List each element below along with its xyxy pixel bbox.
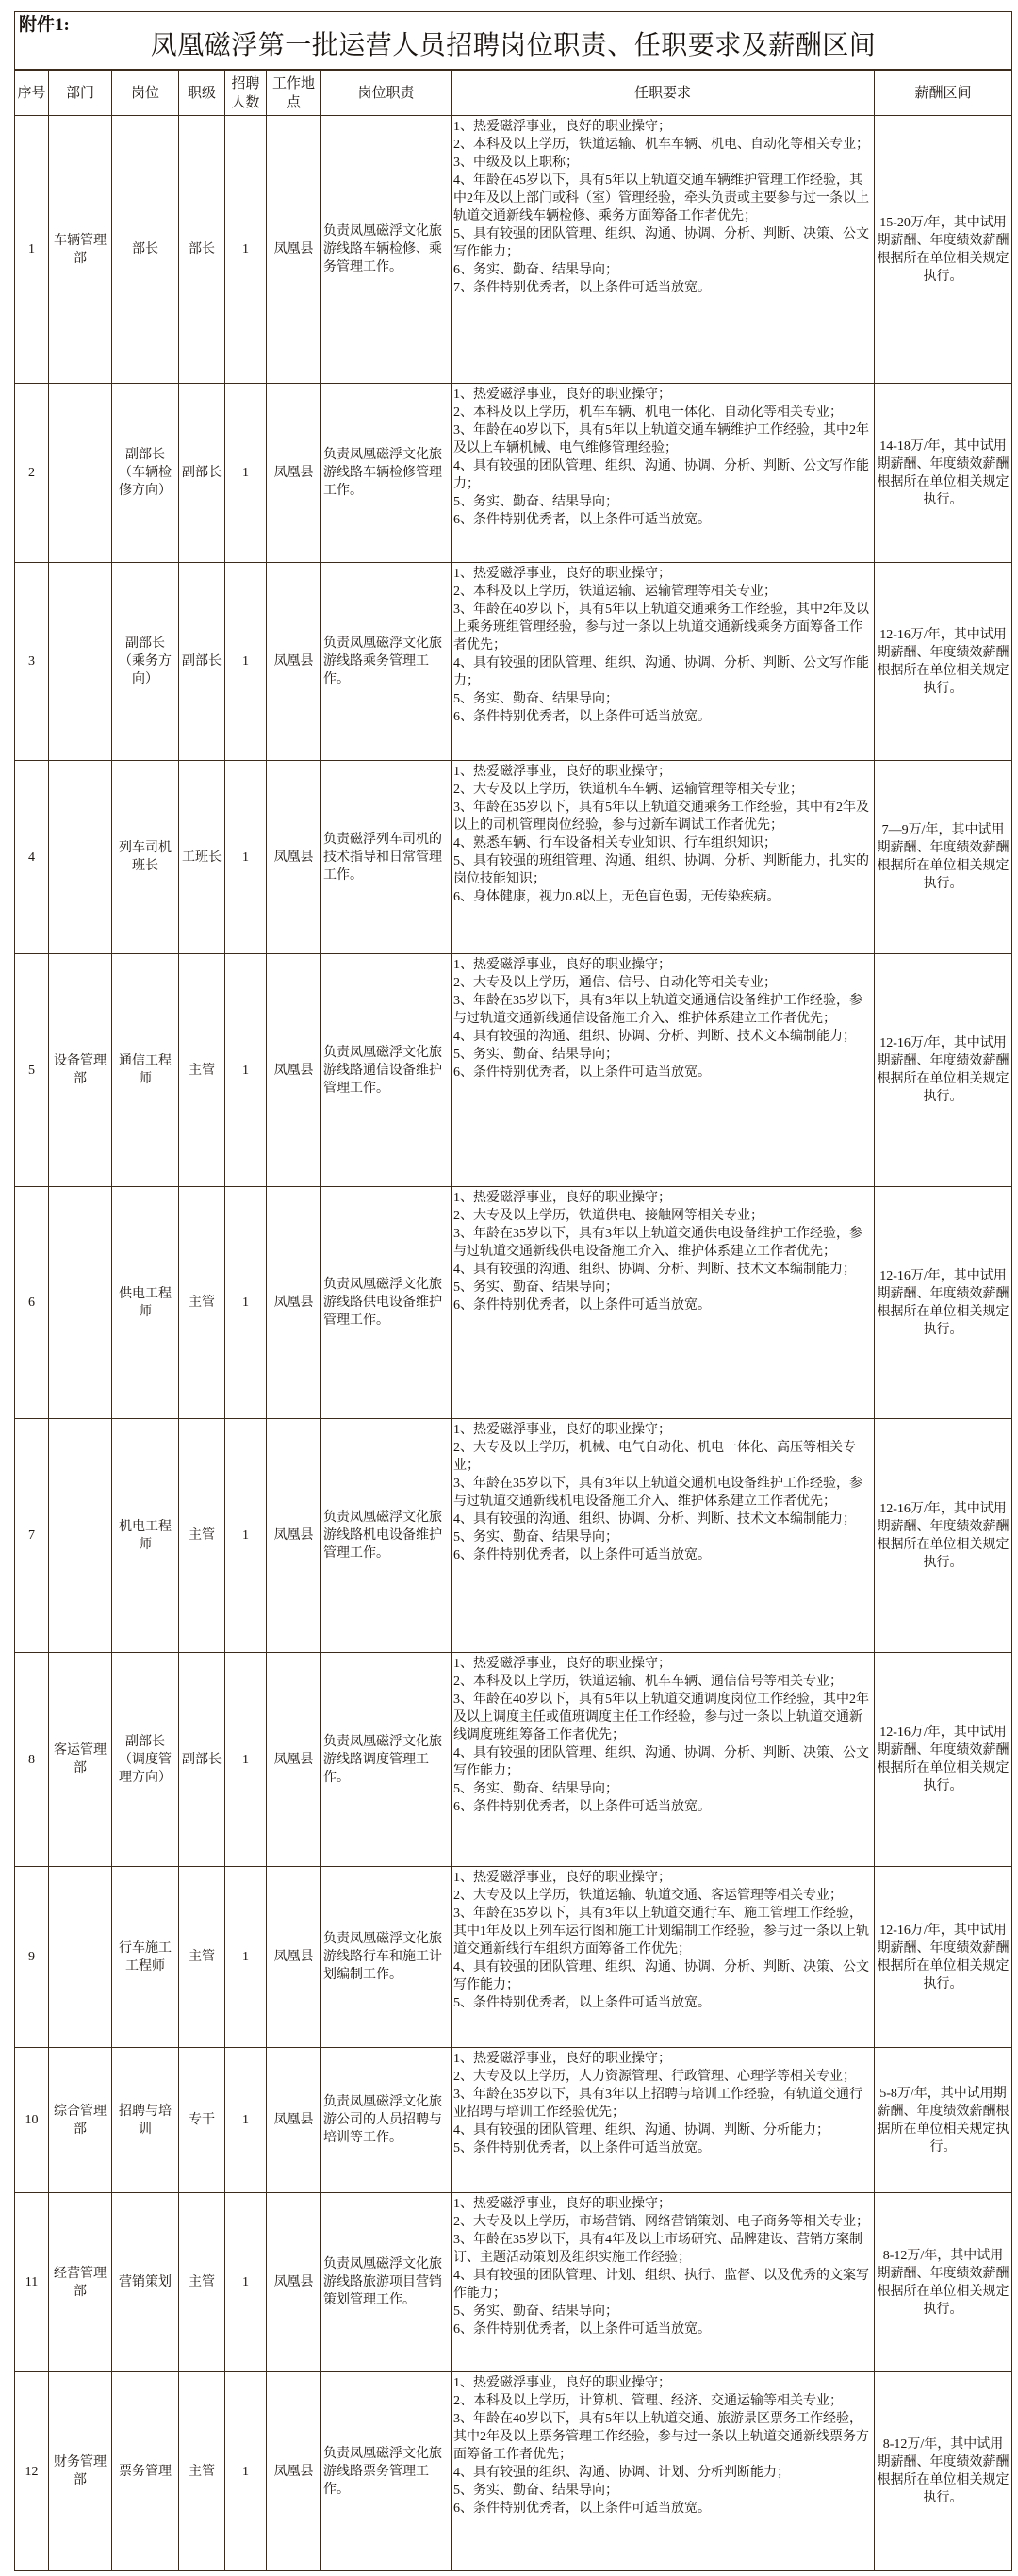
requirements xyxy=(452,1187,875,1419)
job-duty: 负责凤凰磁浮文化旅游线路车辆检修、乘务管理工作。 xyxy=(321,116,452,384)
requirement-item: 4、年龄在45岁以下，具有5年以上轨道交通车辆维护管理工作经验，其中2年及以上部门或科（室）管理经验，牵头负责或主要参与过一条以上轨道交通新线车辆检修、乘务方面筹备工作者优先； xyxy=(453,173,869,223)
job-duty: 负责凤凰磁浮文化旅游线路乘务管理工作。 xyxy=(321,563,452,761)
row-number: 7 xyxy=(15,1419,49,1653)
position: 招聘与培训 xyxy=(112,2048,179,2193)
requirement-item: 6、条件特别优秀者，以上条件可适当放宽。 xyxy=(453,2502,711,2516)
department: 车辆管理部 xyxy=(49,116,112,384)
requirement-item: 1、热爱磁浮事业，良好的职业操守； xyxy=(453,765,671,779)
requirement-item: 3、年龄在40岁以下，具有5年以上轨道交通车辆维护工作经验，其中2年及以上车辆机械、电气维修管理经验； xyxy=(453,423,869,455)
job-level: 部长 xyxy=(179,116,225,384)
salary-range: 12-16万/年，其中试用期薪酬、年度绩效薪酬根据所在单位相关规定执行。 xyxy=(875,1187,1012,1419)
requirement-item: 2、大专及以上学历，铁道供电、接触网等相关专业； xyxy=(453,1209,764,1223)
header-no: 序号 xyxy=(15,70,49,116)
requirement-item: 1、热爱磁浮事业，良好的职业操守； xyxy=(453,1191,671,1205)
position: 机电工程师 xyxy=(112,1419,179,1653)
requirement-item: 6、条件特别优秀者，以上条件可适当放宽。 xyxy=(453,1548,711,1562)
requirements xyxy=(452,2193,875,2372)
work-location: 凤凰县 xyxy=(267,1653,321,1867)
table-row xyxy=(15,563,1012,761)
requirement-item: 4、具有较强的团队管理、组织、沟通、协调、判断、分析能力； xyxy=(453,2123,829,2138)
department xyxy=(49,1187,112,1419)
requirement-item: 5、条件特别优秀者，以上条件可适当放宽。 xyxy=(453,1996,711,2010)
requirement-item: 5、务实、勤奋、结果导向； xyxy=(453,2304,618,2319)
headcount: 1 xyxy=(225,2372,267,2571)
requirement-item: 4、具有较强的团队管理、计划、组织、执行、监督、以及优秀的文案写作能力； xyxy=(453,2269,869,2301)
position: 部长 xyxy=(112,116,179,384)
job-level: 主管 xyxy=(179,2372,225,2571)
requirement-item: 3、年龄在40岁以下，具有5年以上轨道交通乘务工作经验，其中2年及以上乘务班组管理经验，参与过一条以上轨道交通新线乘务方面筹备工作者优先； xyxy=(453,603,869,652)
header-requirements: 任职要求 xyxy=(452,70,875,116)
department xyxy=(49,1419,112,1653)
requirement-item: 1、热爱磁浮事业，良好的职业操守； xyxy=(453,1657,671,1671)
requirement-item: 6、条件特别优秀者，以上条件可适当放宽。 xyxy=(453,1298,711,1313)
job-level: 副部长 xyxy=(179,1653,225,1867)
header-location: 工作地点 xyxy=(267,70,321,116)
table-row xyxy=(15,2372,1012,2571)
department: 设备管理部 xyxy=(49,954,112,1187)
requirements xyxy=(452,2048,875,2193)
requirement-item: 3、年龄在40岁以下，具有5年以上轨道交通、旅游景区票务工作经验，其中2年及以上票务管理工作经验，参与过一条以上轨道交通新线票务方面筹备工作者优先； xyxy=(453,2412,869,2462)
salary-range: 8-12万/年，其中试用期薪酬、年度绩效薪酬根据所在单位相关规定执行。 xyxy=(875,2193,1012,2372)
salary-range: 8-12万/年，其中试用期薪酬、年度绩效薪酬根据所在单位相关规定执行。 xyxy=(875,2372,1012,2571)
requirement-item: 6、条件特别优秀者，以上条件可适当放宽。 xyxy=(453,1065,711,1080)
job-level: 主管 xyxy=(179,1867,225,2048)
work-location: 凤凰县 xyxy=(267,761,321,954)
requirement-item: 2、本科及以上学历，铁道运输、机车车辆、机电、自动化等相关专业； xyxy=(453,138,869,152)
position: 副部长（调度管理方向） xyxy=(112,1653,179,1867)
headcount: 1 xyxy=(225,761,267,954)
salary-range: 12-16万/年，其中试用期薪酬、年度绩效薪酬根据所在单位相关规定执行。 xyxy=(875,1419,1012,1653)
job-level: 主管 xyxy=(179,954,225,1187)
requirement-item: 3、年龄在35岁以下，具有5年以上轨道交通乘务工作经验，其中有2年及以上的司机管理岗位经验，参与过新车调试工作者优先； xyxy=(453,801,869,833)
requirement-item: 3、年龄在35岁以下，具有3年以上轨道交通机电设备维护工作经验，参与过轨道交通新线机电设备施工介入、维护体系建立工作者优先； xyxy=(453,1477,862,1509)
job-duty: 负责凤凰磁浮文化旅游线路行车和施工计划编制工作。 xyxy=(321,1867,452,2048)
headcount: 1 xyxy=(225,2193,267,2372)
requirements xyxy=(452,1653,875,1867)
requirement-item: 5、务实、勤奋、结果导向； xyxy=(453,692,618,706)
requirement-item: 5、务实、勤奋、结果导向； xyxy=(453,1048,618,1062)
department xyxy=(49,761,112,954)
row-number: 12 xyxy=(15,2372,49,2571)
job-duty: 负责凤凰磁浮文化旅游线路票务管理工作。 xyxy=(321,2372,452,2571)
work-location: 凤凰县 xyxy=(267,2372,321,2571)
table-row xyxy=(15,384,1012,563)
requirement-item: 3、年龄在35岁以下，具有3年以上招聘与培训工作经验，有轨道交通行业招聘与培训工作经验优先； xyxy=(453,2088,862,2120)
position: 行车施工工程师 xyxy=(112,1867,179,2048)
salary-range: 7—9万/年，其中试用期薪酬、年度绩效薪酬根据所在单位相关规定执行。 xyxy=(875,761,1012,954)
requirement-item: 1、热爱磁浮事业，良好的职业操守； xyxy=(453,2376,671,2390)
header-row xyxy=(15,70,1012,116)
requirement-item: 2、大专及以上学历，铁道机车车辆、运输管理等相关专业； xyxy=(453,783,803,797)
position: 供电工程师 xyxy=(112,1187,179,1419)
requirement-item: 5、条件特别优秀者，以上条件可适当放宽。 xyxy=(453,2141,711,2155)
requirement-item: 2、大专及以上学历，机械、电气自动化、机电一体化、高压等相关专业； xyxy=(453,1441,856,1473)
headcount: 1 xyxy=(225,2048,267,2193)
row-number: 4 xyxy=(15,761,49,954)
table-body xyxy=(15,116,1012,2571)
row-number: 8 xyxy=(15,1653,49,1867)
headcount: 1 xyxy=(225,1653,267,1867)
requirements xyxy=(452,761,875,954)
salary-range: 15-20万/年，其中试用期薪酬、年度绩效薪酬根据所在单位相关规定执行。 xyxy=(875,116,1012,384)
job-level: 主管 xyxy=(179,2193,225,2372)
table-row xyxy=(15,954,1012,1187)
requirement-item: 2、大专及以上学历，铁道运输、轨道交通、客运管理等相关专业； xyxy=(453,1889,843,1903)
requirement-item: 4、具有较强的沟通、组织、协调、分析、判断、技术文本编制能力； xyxy=(453,1512,856,1527)
recruitment-sheet xyxy=(14,11,1011,2571)
table-row xyxy=(15,761,1012,954)
requirement-item: 2、本科及以上学历，机车车辆、机电一体化、自动化等相关专业； xyxy=(453,405,843,420)
requirements xyxy=(452,2372,875,2571)
requirements xyxy=(452,1867,875,2048)
department: 客运管理部 xyxy=(49,1653,112,1867)
work-location: 凤凰县 xyxy=(267,384,321,563)
requirement-item: 4、具有较强的团队管理、组织、沟通、协调、分析、判断、公文写作能力； xyxy=(453,656,869,688)
requirement-item: 2、本科及以上学历，铁道运输、机车车辆、通信信号等相关专业； xyxy=(453,1675,843,1689)
header-duty: 岗位职责 xyxy=(321,70,452,116)
work-location: 凤凰县 xyxy=(267,954,321,1187)
requirement-item: 1、热爱磁浮事业，良好的职业操守； xyxy=(453,1423,671,1437)
page-title: 凤凰磁浮第一批运营人员招聘岗位职责、任职要求及薪酬区间 xyxy=(150,31,877,60)
requirement-item: 1、热爱磁浮事业，良好的职业操守； xyxy=(453,120,671,134)
requirement-item: 3、年龄在35岁以下，具有3年以上轨道交通通信设备维护工作经验，参与过轨道交通新线通信设备施工介入、维护体系建立工作者优先； xyxy=(453,994,862,1026)
headcount: 1 xyxy=(225,384,267,563)
requirements xyxy=(452,1419,875,1653)
position: 副部长（车辆检修方向） xyxy=(112,384,179,563)
position: 票务管理 xyxy=(112,2372,179,2571)
header-dept: 部门 xyxy=(49,70,112,116)
requirement-item: 2、大专及以上学历，市场营销、网络营销策划、电子商务等相关专业； xyxy=(453,2215,869,2229)
requirements xyxy=(452,563,875,761)
annex-label: 附件1: xyxy=(19,15,70,35)
header-count: 招聘人数 xyxy=(225,70,267,116)
requirements xyxy=(452,384,875,563)
work-location: 凤凰县 xyxy=(267,1187,321,1419)
work-location: 凤凰县 xyxy=(267,1867,321,2048)
requirement-item: 5、务实、勤奋、结果导向； xyxy=(453,495,618,509)
table-row xyxy=(15,1867,1012,2048)
requirement-item: 5、具有较强的团队管理、组织、沟通、协调、分析、判断、决策、公文写作能力； xyxy=(453,227,869,259)
requirement-item: 3、年龄在40岁以下，具有5年以上轨道交通调度岗位工作经验，其中2年及以上调度主任或值班调度主任工作经验，参与过一条以上轨道交通新线调度班组筹备工作者优先； xyxy=(453,1693,869,1742)
department: 经营管理部 xyxy=(49,2193,112,2372)
requirement-item: 3、年龄在35岁以下，具有3年以上轨道交通供电设备维护工作经验，参与过轨道交通新线供电设备施工介入、维护体系建立工作者优先； xyxy=(453,1227,862,1259)
headcount: 1 xyxy=(225,1187,267,1419)
headcount: 1 xyxy=(225,954,267,1187)
requirement-item: 6、条件特别优秀者，以上条件可适当放宽。 xyxy=(453,1800,711,1814)
requirement-item: 4、具有较强的沟通、组织、协调、分析、判断、技术文本编制能力； xyxy=(453,1030,856,1044)
requirement-item: 6、条件特别优秀者，以上条件可适当放宽。 xyxy=(453,710,711,724)
position: 营销策划 xyxy=(112,2193,179,2372)
requirement-item: 4、熟悉车辆、行车设备相关专业知识、行车组织知识； xyxy=(453,836,777,850)
table-row xyxy=(15,2048,1012,2193)
table-row xyxy=(15,116,1012,384)
requirement-item: 4、具有较强的组织、沟通、协调、计划、分析判断能力； xyxy=(453,2466,790,2480)
salary-range: 14-18万/年，其中试用期薪酬、年度绩效薪酬根据所在单位相关规定执行。 xyxy=(875,384,1012,563)
work-location: 凤凰县 xyxy=(267,2048,321,2193)
header-position: 岗位 xyxy=(112,70,179,116)
job-duty: 负责凤凰磁浮文化旅游线路通信设备维护管理工作。 xyxy=(321,954,452,1187)
work-location: 凤凰县 xyxy=(267,1419,321,1653)
salary-range: 12-16万/年，其中试用期薪酬、年度绩效薪酬根据所在单位相关规定执行。 xyxy=(875,563,1012,761)
requirement-item: 6、条件特别优秀者，以上条件可适当放宽。 xyxy=(453,513,711,527)
title-cell xyxy=(15,12,1012,71)
row-number: 9 xyxy=(15,1867,49,2048)
work-location: 凤凰县 xyxy=(267,563,321,761)
requirement-item: 4、具有较强的团队管理、组织、沟通、协调、分析、判断、决策、公文写作能力； xyxy=(453,1960,869,1992)
requirement-item: 1、热爱磁浮事业，良好的职业操守； xyxy=(453,388,671,402)
department xyxy=(49,563,112,761)
requirement-item: 6、务实、勤奋、结果导向； xyxy=(453,263,618,277)
work-location: 凤凰县 xyxy=(267,116,321,384)
position: 通信工程师 xyxy=(112,954,179,1187)
salary-range: 5-8万/年，其中试用期薪酬、年度绩效薪酬根据所在单位相关规定执行。 xyxy=(875,2048,1012,2193)
requirement-item: 6、身体健康，视力0.8以上，无色盲色弱，无传染疾病。 xyxy=(453,890,780,904)
job-duty: 负责凤凰磁浮文化旅游公司的人员招聘与培训等工作。 xyxy=(321,2048,452,2193)
requirement-item: 3、中级及以上职称； xyxy=(453,156,579,170)
requirement-item: 5、具有较强的班组管理、沟通、组织、协调、分析、判断能力，扎实的岗位技能知识； xyxy=(453,854,869,886)
salary-range: 12-16万/年，其中试用期薪酬、年度绩效薪酬根据所在单位相关规定执行。 xyxy=(875,1653,1012,1867)
requirement-item: 5、务实、勤奋、结果导向； xyxy=(453,1280,618,1295)
job-level: 专干 xyxy=(179,2048,225,2193)
salary-range: 12-16万/年，其中试用期薪酬、年度绩效薪酬根据所在单位相关规定执行。 xyxy=(875,954,1012,1187)
row-number: 5 xyxy=(15,954,49,1187)
requirement-item: 7、条件特别优秀者，以上条件可适当放宽。 xyxy=(453,281,711,295)
job-duty: 负责凤凰磁浮文化旅游线路供电设备维护管理工作。 xyxy=(321,1187,452,1419)
job-level: 工班长 xyxy=(179,761,225,954)
requirement-item: 1、热爱磁浮事业，良好的职业操守； xyxy=(453,567,671,581)
requirement-item: 3、年龄在35岁以下，具有4年及以上市场研究、品牌建设、营销方案制订、主题活动策划及组织实施工作经验； xyxy=(453,2233,862,2265)
requirements xyxy=(452,116,875,384)
position: 列车司机班长 xyxy=(112,761,179,954)
department xyxy=(49,1867,112,2048)
job-duty: 负责凤凰磁浮文化旅游线路调度管理工作。 xyxy=(321,1653,452,1867)
table-row xyxy=(15,2193,1012,2372)
row-number: 11 xyxy=(15,2193,49,2372)
job-duty: 负责磁浮列车司机的技术指导和日常管理工作。 xyxy=(321,761,452,954)
department: 财务管理部 xyxy=(49,2372,112,2571)
requirement-item: 1、热爱磁浮事业，良好的职业操守； xyxy=(453,958,671,972)
job-level: 副部长 xyxy=(179,384,225,563)
requirement-item: 2、大专及以上学历，通信、信号、自动化等相关专业； xyxy=(453,976,777,990)
job-duty: 负责凤凰磁浮文化旅游线路机电设备维护管理工作。 xyxy=(321,1419,452,1653)
requirement-item: 2、本科及以上学历，计算机、管理、经济、交通运输等相关专业； xyxy=(453,2394,843,2408)
recruitment-table xyxy=(14,11,1012,2571)
row-number: 6 xyxy=(15,1187,49,1419)
requirements xyxy=(452,954,875,1187)
table-row xyxy=(15,1419,1012,1653)
row-number: 1 xyxy=(15,116,49,384)
requirement-item: 5、务实、勤奋、结果导向； xyxy=(453,1530,618,1544)
requirement-item: 5、务实、勤奋、结果导向； xyxy=(453,2484,618,2498)
headcount: 1 xyxy=(225,1867,267,2048)
job-duty: 负责凤凰磁浮文化旅游线路车辆检修管理工作。 xyxy=(321,384,452,563)
requirement-item: 1、热爱磁浮事业，良好的职业操守； xyxy=(453,2052,671,2066)
requirement-item: 3、年龄在35岁以下，具有3年以上轨道交通行车、施工管理工作经验，其中1年及以上列车运行图和施工计划编制工作经验，参与过一条以上轨道交通新线行车组织方面筹备工作优先； xyxy=(453,1907,869,1957)
requirement-item: 4、具有较强的沟通、组织、协调、分析、判断、技术文本编制能力； xyxy=(453,1263,856,1277)
requirement-item: 4、具有较强的团队管理、组织、沟通、协调、分析、判断、决策、公文写作能力； xyxy=(453,1746,869,1778)
requirement-item: 6、条件特别优秀者，以上条件可适当放宽。 xyxy=(453,2322,711,2337)
requirement-item: 4、具有较强的团队管理、组织、沟通、协调、分析、判断、公文写作能力； xyxy=(453,459,869,491)
header-level: 职级 xyxy=(179,70,225,116)
requirement-item: 1、热爱磁浮事业，良好的职业操守； xyxy=(453,2197,671,2211)
row-number: 10 xyxy=(15,2048,49,2193)
row-number: 2 xyxy=(15,384,49,563)
requirement-item: 5、务实、勤奋、结果导向； xyxy=(453,1782,618,1796)
position: 副部长（乘务方向） xyxy=(112,563,179,761)
requirement-item: 2、大专及以上学历，人力资源管理、行政管理、心理学等相关专业； xyxy=(453,2070,856,2084)
header-salary: 薪酬区间 xyxy=(875,70,1012,116)
table-row xyxy=(15,1187,1012,1419)
job-duty: 负责凤凰磁浮文化旅游线路旅游项目营销策划管理工作。 xyxy=(321,2193,452,2372)
headcount: 1 xyxy=(225,1419,267,1653)
requirement-item: 2、本科及以上学历，铁道运输、运输管理等相关专业； xyxy=(453,585,777,599)
table-row xyxy=(15,1653,1012,1867)
work-location: 凤凰县 xyxy=(267,2193,321,2372)
department xyxy=(49,384,112,563)
headcount: 1 xyxy=(225,563,267,761)
salary-range: 12-16万/年，其中试用期薪酬、年度绩效薪酬根据所在单位相关规定执行。 xyxy=(875,1867,1012,2048)
department: 综合管理部 xyxy=(49,2048,112,2193)
headcount: 1 xyxy=(225,116,267,384)
requirement-item: 1、热爱磁浮事业，良好的职业操守； xyxy=(453,1871,671,1885)
job-level: 主管 xyxy=(179,1419,225,1653)
row-number: 3 xyxy=(15,563,49,761)
job-level: 主管 xyxy=(179,1187,225,1419)
job-level: 副部长 xyxy=(179,563,225,761)
